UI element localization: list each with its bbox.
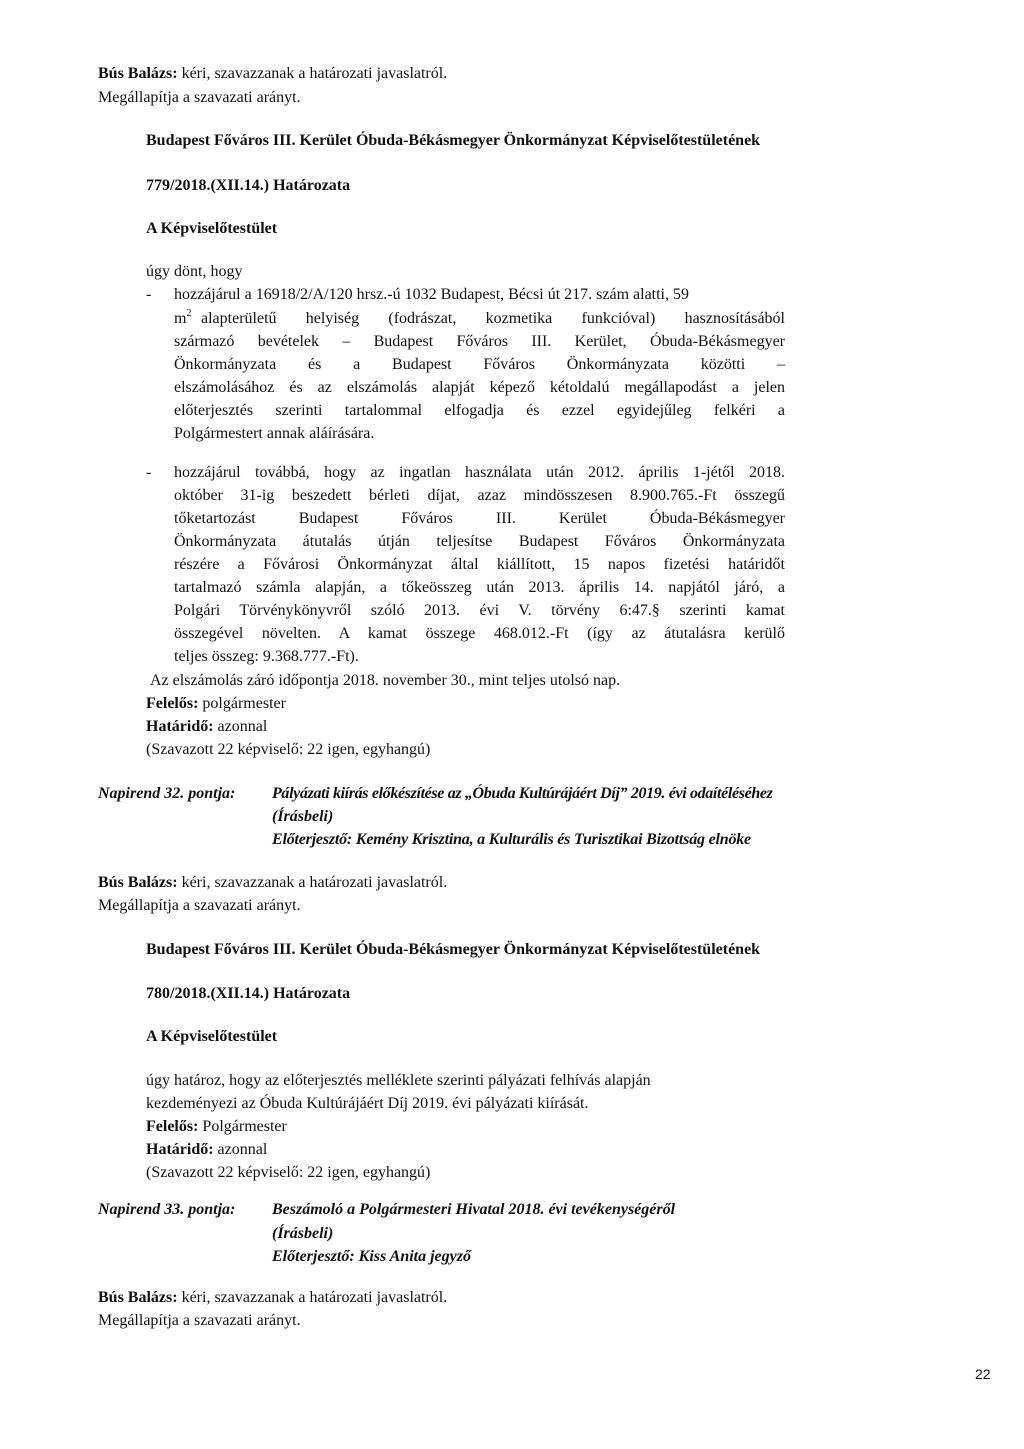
resolution-number: 779/2018.(XII.14.) Határozata bbox=[146, 177, 351, 194]
speaker-line bbox=[98, 64, 447, 84]
decision-intro: úgy dönt, hogy bbox=[146, 263, 243, 280]
item2-line: tartalmazó számla alapján, a tőkeösszeg után 2013. április 14. napjától járó, a bbox=[174, 579, 785, 596]
deadline-line bbox=[146, 717, 267, 737]
item1-line: előterjesztés szerinti tartalommal elfogadja és ezzel egyidejűleg felkéri a bbox=[174, 402, 785, 419]
responsible-value: polgármester bbox=[198, 695, 286, 712]
agenda-presenter: Előterjesztő: Kemény Krisztina, a Kulturális és Turisztikai Bizottság elnöke bbox=[272, 831, 751, 848]
deadline-label: Határidő: bbox=[146, 718, 214, 735]
decision-line: úgy határoz, hogy az előterjesztés melléklete szerinti pályázati felhívás alapján bbox=[146, 1072, 651, 1089]
item1-line: elszámolásához és az elszámolás alapját képező kétoldalú megállapodást a jelen bbox=[174, 379, 785, 396]
agenda-label: Napirend 32. pontja: bbox=[98, 785, 236, 802]
agenda-type: (Írásbeli) bbox=[272, 808, 334, 825]
resolution-number: 780/2018.(XII.14.) Határozata bbox=[146, 985, 351, 1002]
item2-line: tőketartozást Budapest Főváros III. Kerület Óbuda-Békásmegyer bbox=[174, 510, 785, 527]
speaker-text: kéri, szavazzanak a határozati javaslatról. bbox=[177, 874, 448, 891]
agenda-label: Napirend 33. pontja: bbox=[98, 1201, 236, 1218]
agenda-title: Pályázati kiírás előkészítése az „Óbuda Kultúrájáért Díj” 2019. évi odaítéléséhez bbox=[272, 785, 773, 802]
item2-line: Polgári Törvénykönyvről szóló 2013. évi V. törvény 6:47.§ szerinti kamat bbox=[174, 602, 785, 619]
ratio-line: Megállapítja a szavazati arányt. bbox=[98, 89, 301, 106]
speaker-line bbox=[98, 873, 447, 893]
agenda-presenter: Előterjesztő: Kiss Anita jegyző bbox=[272, 1248, 471, 1265]
page-number: 22 bbox=[975, 1366, 991, 1382]
deadline-line bbox=[146, 1140, 267, 1160]
ratio-line: Megállapítja a szavazati arányt. bbox=[98, 897, 301, 914]
council-heading: Budapest Főváros III. Kerület Óbuda-Békásmegyer Önkormányzat Képviselőtestületének bbox=[146, 132, 761, 149]
item1-line: Önkormányzata és a Budapest Főváros Önkormányzata közötti – bbox=[174, 356, 785, 373]
bullet-marker: - bbox=[146, 464, 152, 481]
unit-text: m bbox=[174, 310, 187, 327]
item2-line: összegével növelten. A kamat összege 468.012.-Ft (így az átutalásra kerülő bbox=[174, 625, 785, 642]
bullet-marker: - bbox=[146, 286, 152, 303]
speaker-line bbox=[98, 1288, 447, 1308]
responsible-value: Polgármester bbox=[198, 1118, 287, 1135]
speaker-name: Bús Balázs: bbox=[98, 65, 178, 82]
item1-line: alapterületű helyiség (fodrászat, kozmetika funkcióval) hasznosításából bbox=[201, 310, 785, 327]
item1-line: hozzájárul a 16918/2/A/120 hrsz.-ú 1032 Budapest, Bécsi út 217. szám alatti, 59 bbox=[174, 286, 689, 303]
deadline-value: azonnal bbox=[213, 718, 268, 735]
item2-line: hozzájárul továbbá, hogy az ingatlan használata után 2012. április 1-jétől 2018. bbox=[174, 464, 785, 481]
ratio-line: Megállapítja a szavazati arányt. bbox=[98, 1312, 301, 1329]
vote-line: (Szavazott 22 képviselő: 22 igen, egyhangú) bbox=[146, 1164, 431, 1181]
closing-date-line: Az elszámolás záró időpontja 2018. november 30., mint teljes utolsó nap. bbox=[150, 672, 621, 689]
item2-line: teljes összeg: 9.368.777.-Ft). bbox=[174, 648, 359, 665]
item2-line: október 31-ig beszedett bérleti díjat, azaz mindösszesen 8.900.765.-Ft összegű bbox=[174, 487, 785, 504]
item1-line: Polgármestert annak aláírására. bbox=[174, 425, 375, 442]
deadline-label: Határidő: bbox=[146, 1141, 214, 1158]
item1-unit bbox=[174, 309, 191, 329]
agenda-title: Beszámoló a Polgármesteri Hivatal 2018. évi tevékenységéről bbox=[272, 1201, 676, 1218]
speaker-text: kéri, szavazzanak a határozati javaslatról. bbox=[177, 65, 448, 82]
responsible-label: Felelős: bbox=[146, 1118, 199, 1135]
speaker-name: Bús Balázs: bbox=[98, 874, 178, 891]
deadline-value: azonnal bbox=[213, 1141, 268, 1158]
responsible-line bbox=[146, 694, 286, 714]
unit-sup: 2 bbox=[186, 307, 192, 319]
responsible-label: Felelős: bbox=[146, 695, 199, 712]
body-heading: A Képviselőtestület bbox=[146, 1028, 278, 1045]
speaker-name: Bús Balázs: bbox=[98, 1289, 178, 1306]
decision-line: kezdeményezi az Óbuda Kultúrájáért Díj 2019. évi pályázati kiírását. bbox=[146, 1095, 589, 1112]
item2-line: Önkormányzata átutalás útján teljesítse Budapest Főváros Önkormányzata bbox=[174, 533, 785, 550]
speaker-text: kéri, szavazzanak a határozati javaslatról. bbox=[177, 1289, 448, 1306]
vote-line: (Szavazott 22 képviselő: 22 igen, egyhangú) bbox=[146, 741, 431, 758]
item1-line: származó bevételek – Budapest Főváros III. Kerület, Óbuda-Békásmegyer bbox=[174, 333, 785, 350]
item2-line: részére a Fővárosi Önkormányzat által kiállított, 15 napos fizetési határidőt bbox=[174, 556, 785, 573]
responsible-line bbox=[146, 1117, 287, 1137]
agenda-type: (Írásbeli) bbox=[272, 1225, 334, 1242]
council-heading: Budapest Főváros III. Kerület Óbuda-Békásmegyer Önkormányzat Képviselőtestületének bbox=[146, 941, 761, 958]
body-heading: A Képviselőtestület bbox=[146, 220, 278, 237]
